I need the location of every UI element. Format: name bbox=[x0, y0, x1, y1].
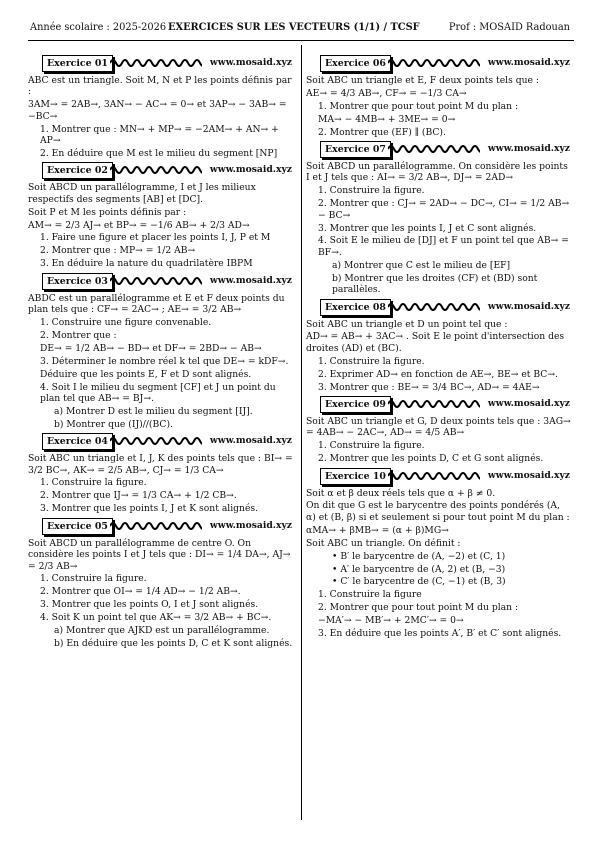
left-column bbox=[28, 52, 294, 651]
exercise-header bbox=[306, 299, 572, 316]
sub-question-item: b) Montrer que les droites (CF) et (BD) sont parallèles. bbox=[332, 272, 538, 296]
sub-question-item: a) Montrer que AJKD est un parallélogramme. bbox=[54, 625, 270, 637]
question-item: 1. Construire la figure. bbox=[40, 573, 147, 585]
question-item: 3. Montrer que : BE→ = 3/4 BC→, AD→ = 4AE→ bbox=[318, 381, 540, 393]
website-link[interactable]: www.mosaid.xyz bbox=[487, 397, 570, 409]
exercise-text: Soit ABC un triangle et G, D deux points tels que : 3AG→ = 4AB→ − 2AC→, AD→ = 4/5 AB→ bbox=[306, 415, 571, 439]
question-item: 1. Faire une figure et placer les points I, J, P et M bbox=[40, 232, 271, 244]
exercise-text: Soit ABC un triangle. On définit : bbox=[306, 537, 461, 549]
question-item: DE→ = 1/2 AB→ − BD→ et DF→ = 2BD→ − AB→ bbox=[40, 342, 262, 354]
question-item: −MA′→ − MB′→ + 2MC′→ = 0→ bbox=[318, 615, 464, 627]
website-link[interactable]: www.mosaid.xyz bbox=[209, 435, 292, 447]
sub-question-item: • A′ le barycentre de (A, 2) et (B, −3) bbox=[332, 563, 506, 575]
exercise-title: Exercice 09 bbox=[320, 396, 391, 413]
website-link[interactable]: www.mosaid.xyz bbox=[209, 274, 292, 286]
exercise-header bbox=[28, 273, 294, 290]
question-item: 2. Montrer que les points D, C et G sont alignés. bbox=[318, 453, 544, 465]
question-item: 2. Montrer que pour tout point M du plan : bbox=[318, 602, 519, 614]
website-link[interactable]: www.mosaid.xyz bbox=[209, 57, 292, 68]
question-item: 1. Construire la figure. bbox=[318, 355, 425, 367]
exercise-text: AD→ = AB→ + 3AC→ . Soit E le point d'intersection des droites (AD) et (BC). bbox=[306, 331, 565, 354]
teacher-name: Prof : MOSAID Radouan bbox=[448, 22, 570, 33]
exercise-title: Exercice 06 bbox=[320, 55, 391, 72]
exercise-header bbox=[28, 162, 294, 179]
question-item: 4. Soit E le milieu de [DJ] et F un point tel que AB→ = BF→. bbox=[318, 235, 569, 258]
question-item: 2. Montrer que : bbox=[40, 329, 117, 341]
exercise-section bbox=[28, 518, 294, 650]
question-item: 3. Montrer que les points O, I et J sont alignés. bbox=[40, 599, 259, 611]
question-item: 1. Construire une figure convenable. bbox=[40, 317, 212, 328]
exercise-text: ABDC est un parallélogramme et E et F deux points du plan tels que : CF→ = 2AC→ ; AE→ = 3/2 AB→ bbox=[28, 292, 285, 316]
website-link[interactable]: www.mosaid.xyz bbox=[209, 164, 292, 176]
exercise-text: Soit ABC un triangle et D un point tel que : bbox=[306, 318, 508, 330]
question-item: 2. En déduire que M est le milieu du segment [NP] bbox=[40, 147, 278, 159]
question-item: 1. Construire la figure bbox=[318, 589, 422, 601]
question-item: 2. Montrer que (EF) ∥ (BC). bbox=[318, 126, 446, 138]
question-item: 2. Montrer que IJ→ = 1/3 CA→ + 1/2 CB→. bbox=[40, 490, 237, 502]
exercise-title: Exercice 07 bbox=[320, 141, 391, 158]
exercise-section bbox=[306, 299, 572, 393]
exercise-section bbox=[306, 55, 572, 138]
exercise-title: Exercice 03 bbox=[42, 273, 113, 290]
exercise-header bbox=[28, 55, 294, 72]
exercise-header bbox=[28, 518, 294, 535]
question-item: 1. Construire la figure. bbox=[40, 477, 147, 489]
exercise-text: Soit ABCD un parallélogramme de centre O. On considère les points I et J tels que : DI→ = 1/4 DA→, AJ→ = 2/3 AB→ bbox=[28, 537, 291, 572]
school-year: Année scolaire : 2025-2026 bbox=[30, 22, 167, 33]
website-link[interactable]: www.mosaid.xyz bbox=[487, 469, 570, 481]
exercise-section bbox=[28, 162, 294, 269]
question-item: 3. Montrer que les points I, J et K sont alignés. bbox=[40, 503, 259, 515]
sub-question-item: b) En déduire que les points D, C et K sont alignés. bbox=[54, 637, 293, 649]
question-item: 3. En déduire la nature du quadrilatère IBPM bbox=[40, 258, 253, 270]
exercise-text: ABC est un triangle. Soit M, N et P les points définis par : bbox=[28, 75, 292, 98]
page-title: EXERCICES SUR LES VECTEURS (1/1) / TCSF bbox=[168, 22, 420, 33]
sub-question-item: • B′ le barycentre de (A, −2) et (C, 1) bbox=[332, 550, 506, 562]
right-column bbox=[306, 52, 572, 641]
exercise-text: Soit ABCD un parallélogramme. On considère les points I et J tels que : AI→ = 3/2 AB→, DJ→ = 2AD→ bbox=[306, 161, 568, 184]
question-item: 1. Construire la figure. bbox=[318, 185, 425, 197]
website-link[interactable]: www.mosaid.xyz bbox=[487, 143, 570, 155]
exercise-header bbox=[306, 396, 572, 413]
exercise-text: Soit ABCD un parallélogramme, I et J les milieux respectifs des segments [AB] et [DC]. bbox=[28, 182, 256, 205]
wave-decoration bbox=[388, 142, 480, 156]
question-item: 2. Montrer que : CJ→ = 2AD→ − DC→, CI→ = 1/2 AB→ − BC→ bbox=[318, 198, 570, 221]
wave-decoration bbox=[388, 56, 480, 70]
header-rule bbox=[28, 40, 574, 41]
exercise-title: Exercice 08 bbox=[320, 299, 391, 316]
wave-decoration bbox=[388, 397, 480, 411]
exercise-text: Soit ABC un triangle et E, F deux points tels que : bbox=[306, 75, 540, 86]
exercise-text: Soit α et β deux réels tels que α + β ≠ 0. bbox=[306, 487, 496, 499]
question-item: 1. Construire la figure. bbox=[318, 440, 425, 452]
sub-question-item: • C′ le barycentre de (C, −1) et (B, 3) bbox=[332, 576, 506, 588]
question-item: 4. Soit K un point tel que AK→ = 3/2 AB→ + BC→. bbox=[40, 612, 272, 624]
exercise-text: αMA→ + βMB→ = (α + β)MG→ bbox=[306, 524, 449, 536]
exercise-title: Exercice 02 bbox=[42, 162, 113, 179]
website-link[interactable]: www.mosaid.xyz bbox=[487, 300, 570, 312]
website-link[interactable]: www.mosaid.xyz bbox=[209, 519, 292, 531]
exercise-section bbox=[306, 468, 572, 640]
question-item: Déduire que les points E, F et D sont alignés. bbox=[40, 368, 252, 380]
exercise-section bbox=[28, 273, 294, 430]
wave-decoration bbox=[388, 300, 480, 314]
exercise-text: 3AM→ = 2AB→, 3AN→ − AC→ = 0→ et 3AP→ − 3AB→ = −BC→ bbox=[28, 99, 287, 122]
question-item: 2. Exprimer AD→ en fonction de AE→, BE→ et BC→. bbox=[318, 368, 558, 380]
wave-decoration bbox=[388, 469, 480, 483]
exercise-section bbox=[28, 433, 294, 515]
exercise-text: AE→ = 4/3 AB→, CF→ = −1/3 CA→ bbox=[306, 87, 467, 99]
exercise-header bbox=[306, 468, 572, 485]
exercise-title: Exercice 10 bbox=[320, 468, 391, 485]
exercise-header bbox=[306, 141, 572, 158]
question-item: 3. Déterminer le nombre réel k tel que DE→ = kDF→. bbox=[40, 355, 289, 367]
wave-decoration bbox=[110, 56, 202, 70]
question-item: 4. Soit I le milieu du segment [CF] et J un point du plan tel que AB→ = BJ→. bbox=[40, 381, 276, 404]
wave-decoration bbox=[110, 274, 202, 288]
exercise-text: Soit P et M les points définis par : bbox=[28, 206, 187, 218]
exercise-text: On dit que G est le barycentre des points pondérés (A, α) et (B, β) si et seulement si pour tout point M du plan : bbox=[306, 500, 570, 523]
exercise-section bbox=[306, 141, 572, 295]
page-header bbox=[30, 22, 570, 36]
website-link[interactable]: www.mosaid.xyz bbox=[487, 57, 570, 68]
question-item: 1. Montrer que pour tout point M du plan : bbox=[318, 100, 519, 112]
sub-question-item: b) Montrer que (IJ)//(BC). bbox=[54, 418, 173, 430]
exercise-title: Exercice 05 bbox=[42, 518, 113, 535]
question-item: 3. En déduire que les points A′, B′ et C′ sont alignés. bbox=[318, 628, 562, 640]
question-item: 2. Montrer que OI→ = 1/4 AD→ − 1/2 AB→. bbox=[40, 586, 241, 598]
wave-decoration bbox=[110, 519, 202, 533]
question-item: MA→ − 4MB→ + 3ME→ = 0→ bbox=[318, 113, 456, 125]
question-item: 1. Montrer que : MN→ + MP→ = −2AM→ + AN→ + AP→ bbox=[40, 123, 279, 147]
exercise-text: AM→ = 2/3 AJ→ et BP→ = −1/6 AB→ + 2/3 AD→ bbox=[28, 219, 250, 231]
exercise-title: Exercice 04 bbox=[42, 433, 113, 450]
exercise-section bbox=[306, 396, 572, 465]
exercise-title: Exercice 01 bbox=[42, 55, 113, 72]
exercise-section bbox=[28, 55, 294, 159]
question-item: 3. Montrer que les points I, J et C sont alignés. bbox=[318, 222, 537, 234]
sub-question-item: a) Montrer que C est le milieu de [EF] bbox=[332, 259, 511, 271]
exercise-text: Soit ABC un triangle et I, J, K des points tels que : BI→ = 3/2 BC→, AK→ = 2/5 AB→, CJ→ = 1/3 CA→ bbox=[28, 453, 293, 476]
sub-question-item: a) Montrer D est le milieu du segment [IJ]. bbox=[54, 405, 253, 417]
exercise-header bbox=[28, 433, 294, 450]
question-item: 2. Montrer que : MP→ = 1/2 AB→ bbox=[40, 245, 196, 257]
wave-decoration bbox=[110, 434, 202, 448]
exercise-header bbox=[306, 55, 572, 72]
wave-decoration bbox=[110, 163, 202, 177]
column-separator bbox=[301, 45, 302, 820]
